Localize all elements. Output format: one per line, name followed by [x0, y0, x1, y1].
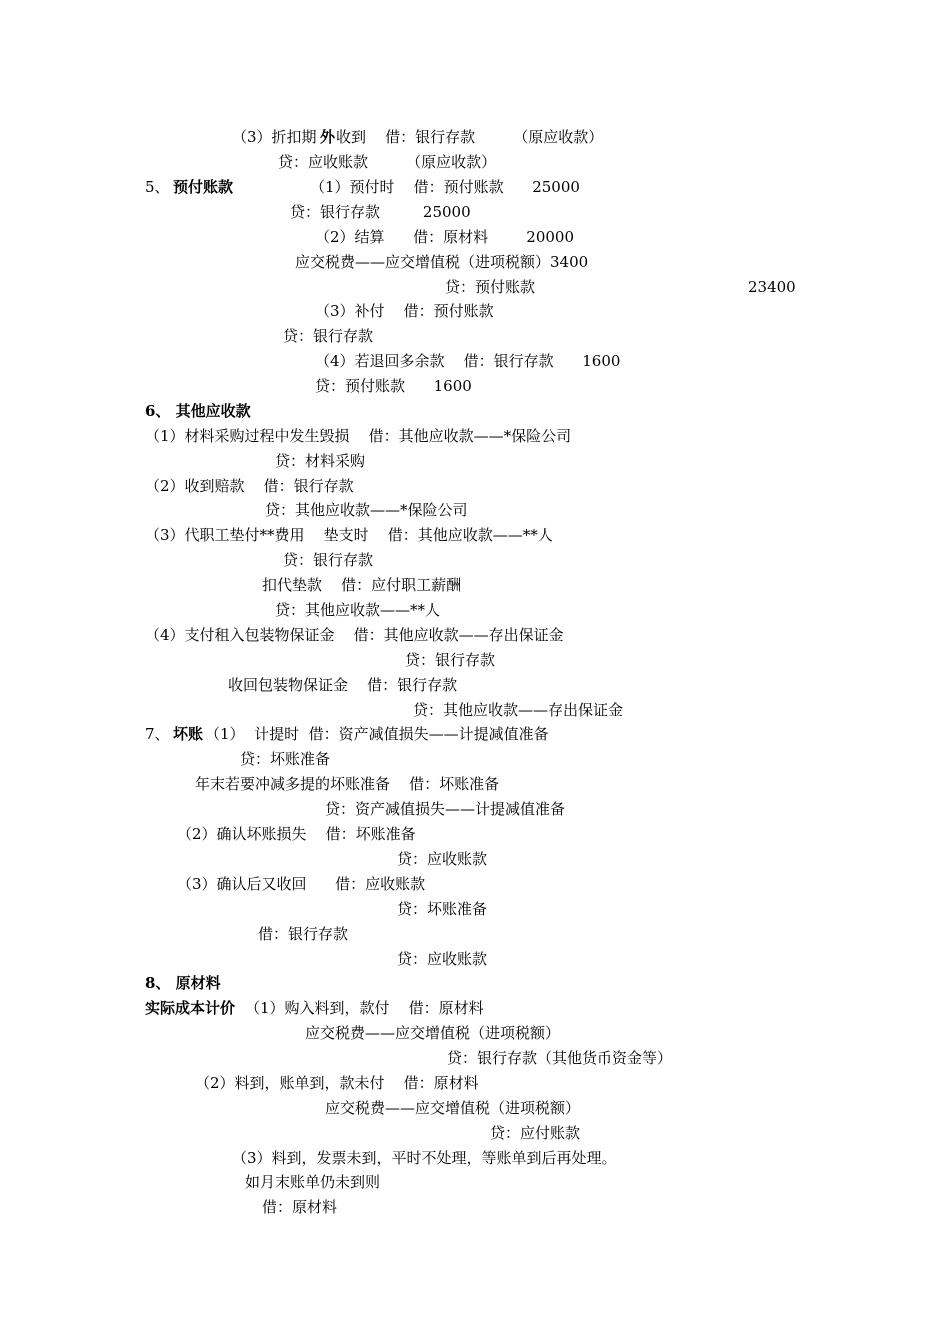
text-line: 贷：材料采购 [275, 452, 366, 470]
text-line: 23400 [748, 278, 796, 296]
section-title: 坏账 [173, 725, 204, 743]
subsection-title: 实际成本计价 [145, 999, 236, 1017]
text-line: 应交税费——应交增值税（进项税额）3400 [295, 253, 589, 271]
text-line: 收回包装物保证金 借：银行存款 [228, 676, 458, 694]
text-line: 贷：其他应收款——存出保证金 [413, 701, 624, 719]
text-line: 外 [320, 128, 336, 146]
text-line: 应交税费——应交增值税（进项税额） [305, 1024, 561, 1042]
text-line: 年末若要冲减多提的坏账准备 借：坏账准备 [195, 775, 500, 793]
text-line: （2）确认坏账损失 借：坏账准备 [177, 825, 416, 843]
text-line: 如月末账单仍未到则 [245, 1173, 381, 1191]
text-line: 贷：坏账准备 [397, 900, 488, 918]
text-line: 贷：其他应收款——**人 [275, 601, 441, 619]
section-number: 7、 [145, 725, 175, 743]
text-line: （1） 计提时 借：资产减值损失——计提减值准备 [205, 725, 549, 743]
text-line: 贷：预付账款 1600 [315, 377, 472, 395]
text-line: （4）支付租入包装物保证金 借：其他应收款——存出保证金 [145, 626, 564, 644]
text-line: （3）代职工垫付**费用 垫支时 借：其他应收款——**人 [145, 526, 553, 544]
text-line: 贷：应收账款 [397, 950, 488, 968]
text-line: 贷：应付账款 [490, 1124, 581, 1142]
text-line: 应交税费——应交增值税（进项税额） [325, 1099, 581, 1117]
text-line: （3）料到，发票未到，平时不处理，等账单到后再处理。 [232, 1149, 617, 1167]
text-line: 贷：其他应收款——*保险公司 [265, 501, 468, 519]
text-line: 贷：应收账款 （原应收款） [278, 153, 497, 171]
text-line: 借：原材料 [262, 1198, 338, 1216]
text-line: （2）料到，账单到，款未付 借：原材料 [195, 1074, 479, 1092]
section-title: 6、 其他应收款 [145, 402, 251, 420]
text-line: （2）收到赔款 借：银行存款 [145, 477, 354, 495]
text-line: 贷：银行存款 [405, 651, 496, 669]
text-line: 扣代垫款 借：应付职工薪酬 [262, 576, 462, 594]
text-line: 贷：银行存款（其他货币资金等） [447, 1049, 673, 1067]
text-line: 贷：银行存款 25000 [290, 203, 471, 221]
text-line: （3）折扣期 [232, 128, 317, 146]
text-line: （3）确认后又收回 借：应收账款 [177, 875, 426, 893]
section-number: 5、 [145, 178, 175, 196]
text-line: （2）结算 借：原材料 20000 [315, 228, 575, 246]
text-line: 贷：银行存款 [283, 327, 374, 345]
text-line: 贷：资产减值损失——计提减值准备 [325, 800, 566, 818]
text-line: （4）若退回多余款 借：银行存款 1600 [315, 352, 621, 370]
text-line: 贷：应收账款 [397, 850, 488, 868]
text-line: （1）预付时 借：预付账款 25000 [310, 178, 580, 196]
text-line: 贷：预付账款 [445, 278, 536, 296]
text-line: （1）购入料到，款付 借：原材料 [245, 999, 484, 1017]
section-title: 8、 原材料 [145, 974, 221, 992]
text-line: （1）材料采购过程中发生毁损 借：其他应收款——*保险公司 [145, 427, 572, 445]
text-line: （3）补付 借：预付账款 [315, 302, 494, 320]
text-line: 借：银行存款 [258, 925, 349, 943]
text-line: 贷：坏账准备 [240, 750, 331, 768]
text-line: 收到 借：银行存款 （原应收款） [336, 128, 604, 146]
section-title: 预付账款 [173, 178, 234, 196]
text-line: 贷：银行存款 [283, 551, 374, 569]
